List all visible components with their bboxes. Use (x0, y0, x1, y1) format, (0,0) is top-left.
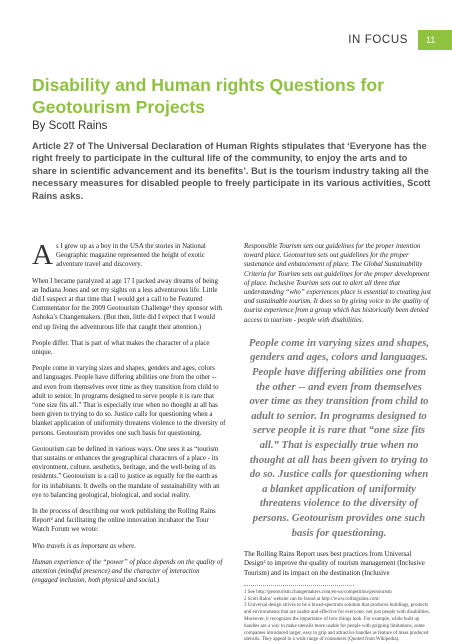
paragraph-intro-text: s I grew up as a boy in the USA the stories in National Geographic magazine represented the height of exotic adventure travel and discovery. (55, 243, 206, 269)
footnote: 1 See http://geotourism.changemakers.com/en-us/competition/geotourism (244, 589, 392, 595)
right-column (244, 242, 434, 644)
paragraph: In the process of describing our work publishing the Rolling Rains Report² and facilitating the online innovation incubator the Tour Watch Forum we wrote: (32, 508, 216, 534)
paragraph: Geotourism can be defined in various ways. One sees it as “tourism that sustains or enhances the geographical characters of a place - its environment, culture, aesthetics, heritage, and the well-being of its residents.” Geotourism is a call to justice as equally for the earth as for its inhabitants. It dwells on the mandate of sustainability with an eye to balancing geological, biological, and social reality. (32, 445, 220, 499)
paragraph-intro (32, 239, 226, 271)
page-number: 11 (418, 30, 452, 50)
article-title: Disability and Human rights Questions for Geotourism Projects (32, 75, 384, 117)
paragraph: People differ. That is part of what makes the character of a place unique. (32, 339, 210, 357)
paragraph: The Rolling Rains Report uses best practices from Universal Design³ to improve the quality of tourism management (Inclusive Tourism) and its impact on the destination (Inclusive (244, 551, 425, 577)
paragraph-italic: Who travels is as important as where. (32, 542, 137, 550)
footnote: 3 Universal design strives to be a broad-spectrum solution that produces buildings, products and environments that are usable and effective for everyone, not just people with disabilities. Moreover, it recognizes the importance of how things look. For example, while built up handles are a way to make utensils more usable for people with gripping limitations, some companies introduced larger, easy to grip and attractive handles as feature of mass produced utensils. They appeal to a wide range of consumers (Quoted from Wikipedia). (244, 603, 430, 643)
pull-quote: People come in varying sizes and shapes, genders and ages, colors and languages. People have differing abilities one from the other -- and even from themselves over time as they transition from child to adult to senior. In programs designed to serve people it is rare that “one size fits all.” That is especially true when no thought at all has been given to trying to do so. Justice calls for questioning when a blanket application of uniformity threatens violence to the diversity of persons. Geotourism provides one such basis for questioning. (248, 336, 430, 539)
paragraph-italic: Human experience of the “power” of place depends on the quality of attention (mindful presence) and the character of interaction (engaged inclusion, both physical and social.) (32, 558, 223, 585)
article-lead: Article 27 of The Universal Declaration of Human Rights stipulates that ‘Everyone has the right freely to participate in the cultural life of the community, to enjoy the arts and to share in scientific advancement and its benefits’. But is the tourism industry taking all the necessary measures for disabled people to freely participate in its various activities, Scott Rains asks. (32, 141, 431, 201)
author-byline: By Scott Rains (32, 120, 108, 132)
left-column (32, 239, 226, 593)
paragraph: When I became paralyzed at age 17 I packed away dreams of being an Indiana Jones and set my sights on a less adventurous life. Little did I suspect at that time that I would get a call to be Featured Commentator for the 2009 Geotourism Challenge¹ they sponsor with Ashoka’s Changemakers. (But then, little did I expect that I would end up living the adventurous life that caught their attention.) (32, 277, 222, 331)
page-header (348, 30, 452, 50)
footnote-divider (244, 585, 354, 586)
section-label: IN FOCUS (348, 34, 408, 46)
drop-cap: A (32, 239, 53, 271)
paragraph-italic: Responsible Tourism sets out guidelines for the proper intention toward place. Geotourism sets out guidelines for the proper sustenance and enhancement of place. The Global Sustainability Criteria for Tourism sets out guidelines for the proper development of place. Inclusive Tourism sets out to alert all three that understanding “who” experiences place is essential to creating just and sustainable tourism. It does so by giving voice to the quality of tourist experience from a group which has historically been denied access to tourism - people with disabilities. (244, 243, 431, 324)
footnote: 2 Scott Rains’ website can be found at http://www.rollingrains.com/ (244, 596, 380, 602)
paragraph: People come in varying sizes and shapes, genders and ages, colors and languages. People have differing abilities one from the other -- and even from themselves over time as they transition from child to adult to senior. In programs designed to serve people it is rare that “one size fits all.” That is especially true when no thought at all has been given to trying to do so. Justice calls for questioning when a blanket application of uniformity threatens violence to the diversity of persons. Geotourism provides one such basis for questioning. (32, 365, 226, 437)
